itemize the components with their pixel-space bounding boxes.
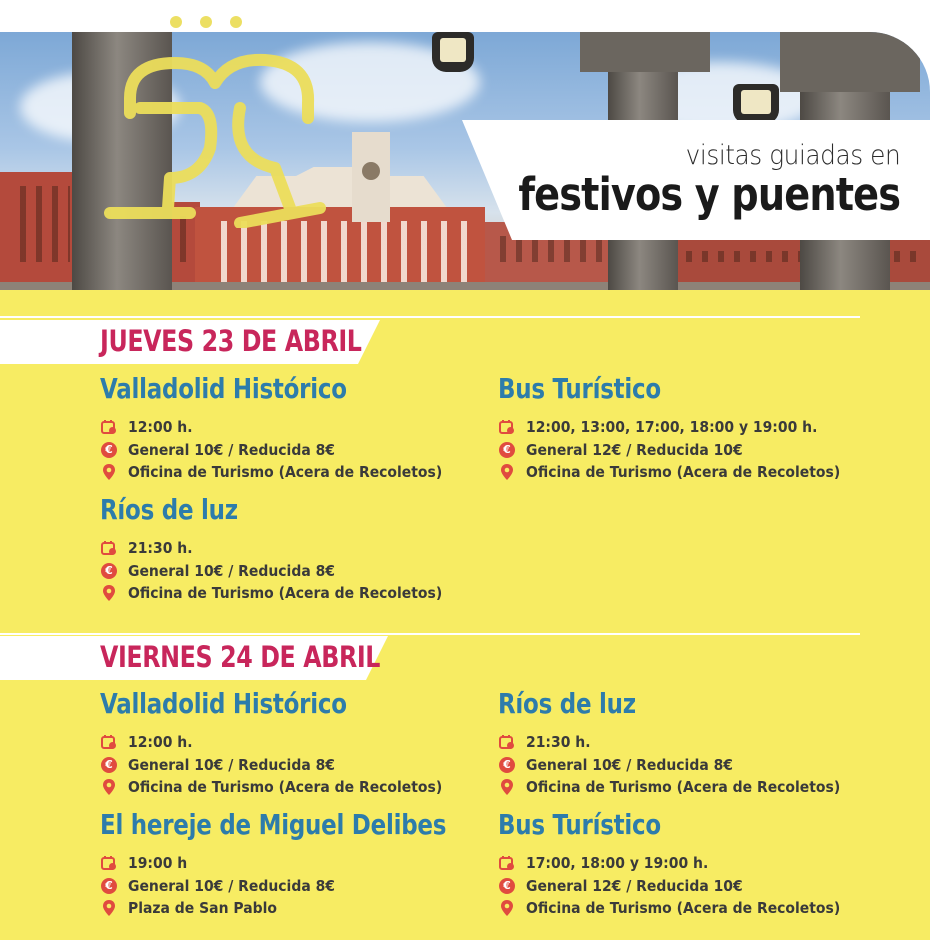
location-pin-icon <box>100 778 118 796</box>
event-rios-de-luz <box>100 493 466 605</box>
street-lamp-icon <box>432 32 474 72</box>
calendar-clock-icon <box>100 733 118 751</box>
event-title: Bus Turístico <box>498 808 661 841</box>
event-place: Plaza de San Pablo <box>128 899 277 918</box>
event-title: Valladolid Histórico <box>100 687 347 720</box>
location-pin-icon <box>498 778 516 796</box>
event-title: El hereje de Miguel Delibes <box>100 808 447 841</box>
event-time: 19:00 h <box>128 854 188 873</box>
euro-icon: € <box>100 877 118 895</box>
euro-icon: € <box>498 877 516 895</box>
header-subtitle: visitas guiadas en <box>685 140 900 171</box>
event-time: 12:00 h. <box>128 418 193 437</box>
location-pin-icon <box>498 899 516 917</box>
event-time: 12:00 h. <box>128 733 193 752</box>
event-bus-turistico <box>498 372 864 484</box>
location-pin-icon <box>100 584 118 602</box>
calendar-clock-icon <box>100 854 118 872</box>
event-time: 12:00, 13:00, 17:00, 18:00 y 19:00 h. <box>526 418 818 437</box>
event-el-hereje <box>100 808 522 920</box>
event-title: Ríos de luz <box>100 493 238 526</box>
event-rios-de-luz <box>498 687 864 799</box>
event-time: 21:30 h. <box>128 539 193 558</box>
calendar-clock-icon <box>100 418 118 436</box>
calendar-clock-icon <box>498 733 516 751</box>
euro-icon: € <box>498 441 516 459</box>
event-place: Oficina de Turismo (Acera de Recoletos) <box>526 463 841 482</box>
calendar-clock-icon <box>100 539 118 557</box>
event-bus-turistico <box>498 808 864 920</box>
calendar-clock-icon <box>498 418 516 436</box>
calendar-clock-icon <box>498 854 516 872</box>
euro-icon: € <box>100 562 118 580</box>
euro-icon: € <box>498 756 516 774</box>
event-title: Valladolid Histórico <box>100 372 347 405</box>
divider <box>0 316 860 318</box>
location-pin-icon <box>100 463 118 481</box>
street-lamp-icon <box>733 84 779 124</box>
hero-banner <box>0 0 930 290</box>
event-price: General 10€ / Reducida 8€ <box>128 876 336 895</box>
event-valladolid-historico <box>100 372 466 484</box>
event-price: General 10€ / Reducida 8€ <box>128 440 336 459</box>
event-price: General 10€ / Reducida 8€ <box>526 755 734 774</box>
event-valladolid-historico <box>100 687 466 799</box>
header-title: festivos y puentes <box>518 168 900 221</box>
euro-icon: € <box>100 441 118 459</box>
event-price: General 10€ / Reducida 8€ <box>128 755 336 774</box>
event-place: Oficina de Turismo (Acera de Recoletos) <box>526 778 841 797</box>
divider <box>0 633 860 635</box>
event-title: Ríos de luz <box>498 687 636 720</box>
event-price: General 12€ / Reducida 10€ <box>526 440 743 459</box>
event-place: Oficina de Turismo (Acera de Recoletos) <box>526 899 841 918</box>
event-place: Oficina de Turismo (Acera de Recoletos) <box>128 778 443 797</box>
event-price: General 10€ / Reducida 8€ <box>128 561 336 580</box>
day-label: VIERNES 24 DE ABRIL <box>100 640 381 674</box>
event-place: Oficina de Turismo (Acera de Recoletos) <box>128 584 443 603</box>
event-place: Oficina de Turismo (Acera de Recoletos) <box>128 463 443 482</box>
event-price: General 12€ / Reducida 10€ <box>526 876 743 895</box>
valladolid-logo-icon <box>90 8 330 228</box>
event-time: 21:30 h. <box>526 733 591 752</box>
day-label: JUEVES 23 DE ABRIL <box>100 324 362 358</box>
location-pin-icon <box>100 899 118 917</box>
event-time: 17:00, 18:00 y 19:00 h. <box>526 854 709 873</box>
euro-icon: € <box>100 756 118 774</box>
event-title: Bus Turístico <box>498 372 661 405</box>
location-pin-icon <box>498 463 516 481</box>
